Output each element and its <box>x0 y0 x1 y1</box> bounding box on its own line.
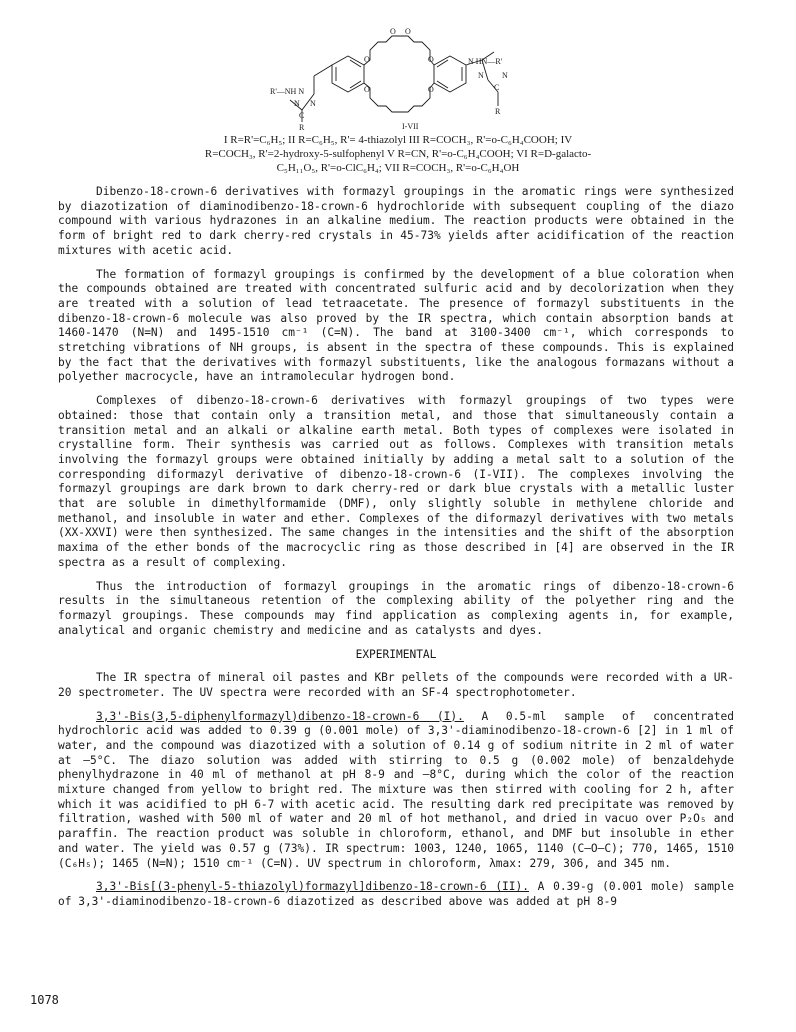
structural-formula <box>240 14 570 132</box>
right-formazyl-group: N HN—R' <box>468 57 503 66</box>
legend-line: C₅H₁₁O₅, R'=o-ClC₆H₄; VII R=COCH₃, R'=o-C₆H₄OH <box>276 162 520 174</box>
substituent-legend <box>30 133 766 175</box>
left-formazyl-group: R'—NH N <box>270 87 305 96</box>
legend-line: I R=R'=C₆H₅; II R=C₆H₅, R'= 4-thiazolyl III R=COCH₃, R'=o-C₆H₄COOH; IV <box>223 134 573 146</box>
left-node-n1: N <box>294 99 300 108</box>
benzene-rings <box>332 56 466 92</box>
left-node-r: R <box>299 123 305 132</box>
paragraph-4: Thus the introduction of formazyl groupings in the aromatic rings of dibenzo-18-crown-6 results in the simultaneous retention of the complexing ability of the polyether ring and the formazyl groupings. These compounds may find application as complexing agents in, for example, analytical and organic chemistry and medicine and as catalysts and dyes. <box>58 579 734 637</box>
exp-text-1: The IR spectra of mineral oil pastes and KBr pellets of the compounds were recorded with a UR-20 spectrometer. The UV spectra were recorded with an SF-4 spectrophotometer. <box>58 671 734 699</box>
compound-ii-title: 3,3'-Bis[(3-phenyl-5-thiazolyl)formazyl]dibenzo-18-crown-6 (II). <box>96 880 530 894</box>
exp-paragraph-3 <box>58 880 734 909</box>
exp-text-3: A 0.39-g (0.001 mole) sample of 3,3'-diaminodibenzo-18-crown-6 diazotized as described above was added at pH 8-9 <box>58 880 735 908</box>
paragraph-1: Dibenzo-18-crown-6 derivatives with formazyl groupings in the aromatic rings were synthesized by diazotization of diaminodibenzo-18-crown-6 hydrochloride with subsequent coupling of the diazo compound with various hydrazones in an alkaline medium. The reaction products were obtained in the form of bright red to dark cherry-red crystals in 45-73% yields after acidification of the reaction mixtures with acetic acid. <box>58 185 734 257</box>
oxygen-label-3: O <box>390 27 396 36</box>
left-benzene-ring <box>332 56 364 92</box>
left-node-n2: N <box>310 99 316 108</box>
left-node-c: C <box>299 111 305 120</box>
page-number: 1078 <box>30 993 59 1007</box>
paragraph-2: The formation of formazyl groupings is confirmed by the development of a blue coloration when the compounds obtained are treated with concentrated sulfuric acid and by decolorization when they are treated with a solution of lead tetraacetate. The presence of formazyl substituents in the dibenzo-18-crown-6 molecule was also proved by the IR spectra, which contain absorption bands at 1460-1470 (N=N) and 1495-1510 cm⁻¹ (C=N). The band at 3100-3400 cm⁻¹, which corresponds to stretching vibrations of NH groups, is absent in the spectra of these compounds. This is explained by the fact that the derivatives with formazyl substituents, like the analogous formazans without a polyether macrocycle, have an intramolecular hydrogen bond. <box>58 267 734 384</box>
right-node-c: C <box>494 83 500 92</box>
compound-label: I-VII <box>402 122 419 131</box>
exp-text-2: A 0.5-ml sample of concentrated hydrochloric acid was added to 0.39 g (0.001 mole) of 3,3'-diaminodibenzo-18-crown-6 [2] in 1 ml of water, and the compound was diazotized with a solution of 0.14 g of sodium nitrite in 2 ml of water at –5°C. The diazo solution was added with stirring to 0.5 g (0.002 mole) of benzaldehyde phenylhydrazone in 40 ml of methanol at pH 8-9 and –8°C, during which the color of the reaction mixture changed from yellow to bright red. The mixture was then stirred with cooling for 2 h, after which it was acidified to pH 6-7 with acetic acid. The resulting dark red precipitate was removed by filtration, washed with 500 ml of water and 20 ml of hot methanol, and dried in vacuo over P₂O₅ and paraffin. The reaction product was soluble in chloroform, ethanol, and DMF but insoluble in ether and water. The yield was 0.57 g (73%). IR spectrum: 1003, 1240, 1065, 1140 (C—O—C); 770, 1465, 1510 (C₆H₅); 1465 (N=N); 1510 cm⁻¹ (C=N). UV spectrum in chloroform, λmax: 279, 306, and 345 nm. <box>58 709 734 870</box>
oxygen-label-2: O <box>428 55 434 64</box>
article-body <box>58 185 734 919</box>
exp-paragraph-2 <box>58 710 734 872</box>
exp-paragraph-1 <box>58 671 734 700</box>
right-node-r: R <box>495 107 501 116</box>
right-node-n1: N <box>478 71 484 80</box>
oxygen-label-4: O <box>405 27 411 36</box>
oxygen-label-6: O <box>428 85 434 94</box>
oxygen-label-1: O <box>364 55 370 64</box>
section-heading-experimental: EXPERIMENTAL <box>355 648 437 662</box>
compound-i-title: 3,3'-Bis(3,5-diphenylformazyl)dibenzo-18-crown-6 (I). <box>96 709 464 723</box>
right-node-n2: N <box>502 71 508 80</box>
crown-ether-ring <box>364 36 434 112</box>
right-benzene-ring <box>434 56 466 92</box>
oxygen-label-5: O <box>364 85 370 94</box>
formazyl-bonds <box>290 52 498 122</box>
paragraph-3: Complexes of dibenzo-18-crown-6 derivatives with formazyl groupings of two types were obtained: those that contain only a transition metal, and those that simultaneously contain a transition metal and an alkali or alkaline earth metal. Both types of complexes were isolated in crystalline form. Their synthesis was carried out as follows. Complexes with transition metals involving the formazyl groups were obtained initially by adding a metal salt to a solution of the corresponding diformazyl derivative of dibenzo-18-crown-6 (I-VII). The complexes involving the formazyl groupings are dark brown to dark cherry-red or dark blue crystals with a metallic luster that are soluble in dimethylformamide (DMF), only slightly soluble in methylene chloride and methanol, and insoluble in water and ether. Complexes of the diformazyl derivatives with two metals (XX-XXVI) were then synthesized. The same changes in the intensities and the shift of the absorption maxima of the ether bonds of the macrocyclic ring as those described in [4] are observed in the IR spectra as a result of complexing. <box>58 394 734 569</box>
legend-line: R=COCH₃, R'=2-hydroxy-5-sulfophenyl V R=CN, R'=o-C₆H₄COOH; VI R=D-galacto- <box>204 148 592 160</box>
